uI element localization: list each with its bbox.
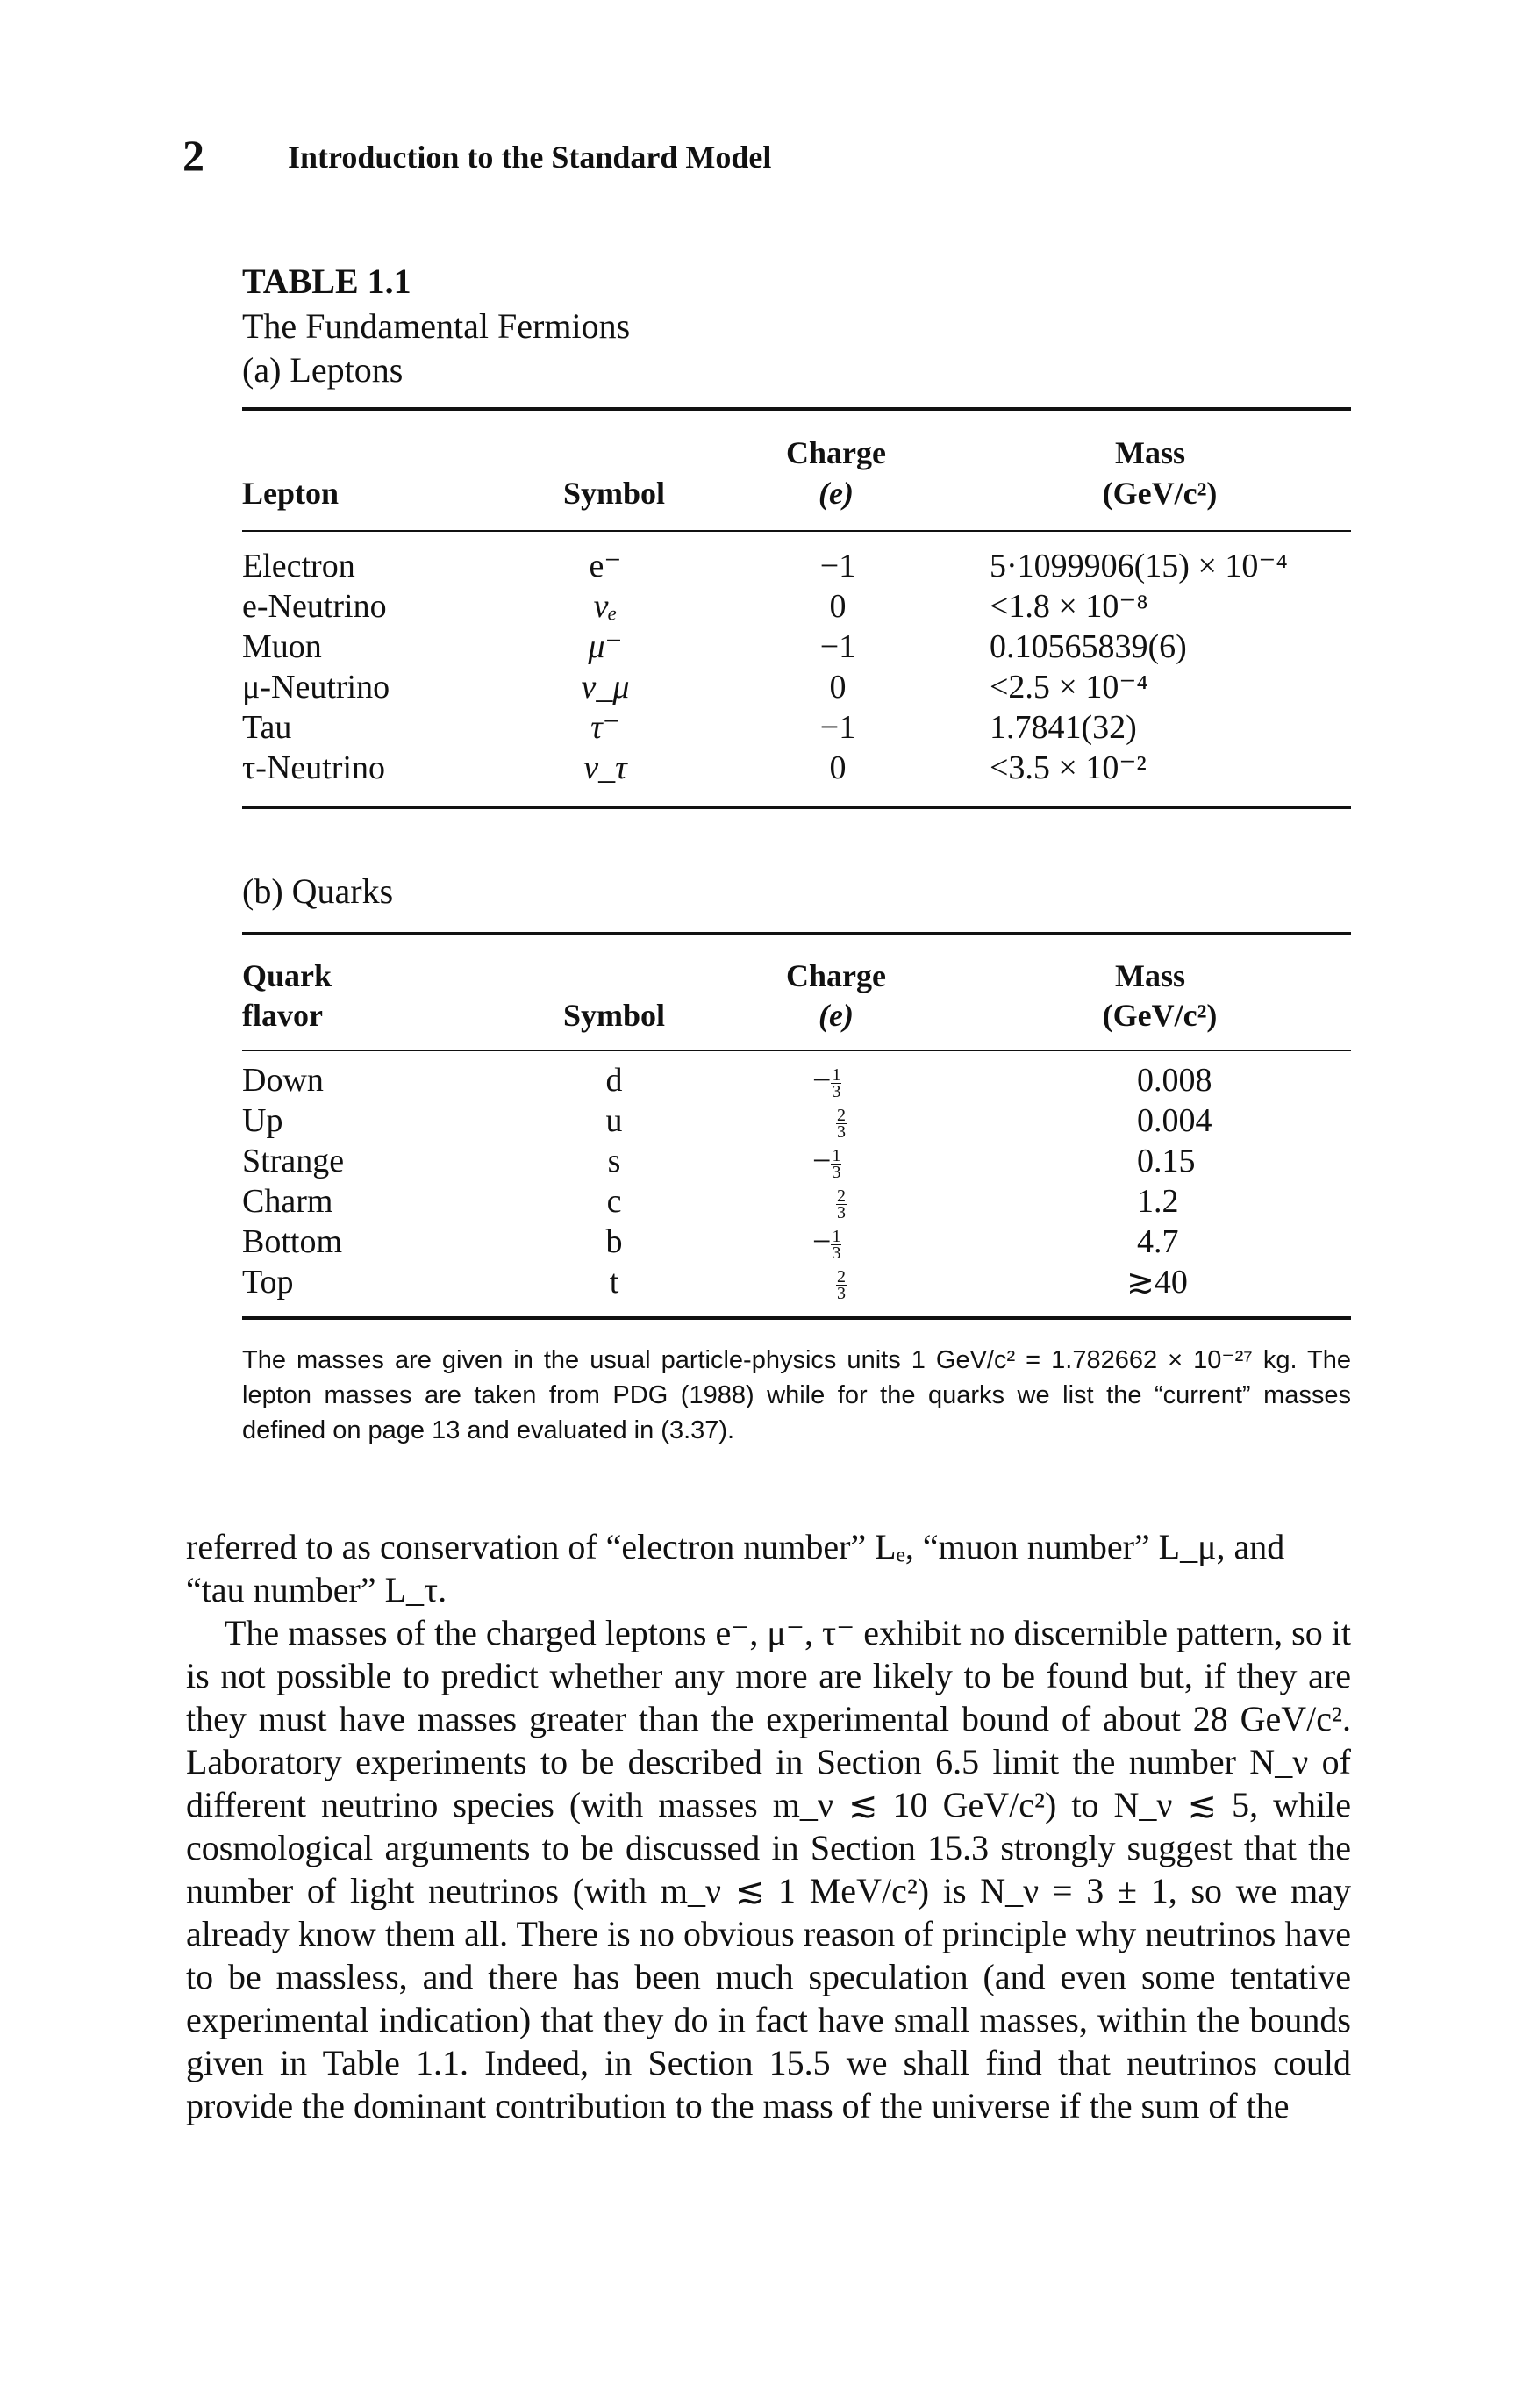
lepton-name: τ-Neutrino	[242, 749, 386, 786]
table-footnote: The masses are given in the usual particle-physics units 1 GeV/c² = 1.782662 × 10⁻²⁷ kg. The lepton masses are taken from PDG (1988) while for the quarks we list the “current” masses defined on page 13 and evaluated in (3.37).	[242, 1346, 1351, 1444]
quark-charge: − $\frac{1}{3}$	[812, 1223, 841, 1263]
quark-name: Strange	[242, 1143, 345, 1179]
header-flavor: flavor	[242, 998, 323, 1033]
table-part-a-title: (a) Leptons	[242, 350, 404, 390]
header-mass-unit: (GeV/c²)	[1102, 476, 1218, 511]
lepton-mass: <1.8 × 10⁻⁸	[990, 588, 1148, 625]
lepton-name: Muon	[242, 628, 322, 665]
lepton-charge: −1	[819, 548, 856, 584]
quark-mass: 4.7	[1137, 1223, 1179, 1260]
lepton-symbol: νₑ	[593, 588, 618, 625]
quark-symbol: s	[607, 1143, 621, 1179]
rule-header	[242, 1050, 1351, 1051]
lepton-mass: 5·1099906(15) × 10⁻⁴	[990, 548, 1288, 584]
header-charge-unit: (e)	[819, 998, 854, 1033]
quark-mass: 1.2	[1137, 1183, 1179, 1220]
table-caption: The Fundamental Fermions	[242, 306, 631, 346]
lepton-charge: 0	[829, 749, 847, 786]
lepton-name: Electron	[242, 548, 355, 584]
lepton-symbol: μ⁻	[588, 628, 623, 665]
body-text	[186, 1525, 1351, 2127]
lepton-mass: <3.5 × 10⁻²	[990, 749, 1147, 786]
header-mass: Mass	[1115, 958, 1185, 993]
header-mass: Mass	[1115, 435, 1185, 470]
lepton-name: Tau	[242, 709, 292, 746]
quark-symbol: b	[605, 1223, 623, 1260]
quark-name: Charm	[242, 1183, 333, 1220]
header-quark: Quark	[242, 958, 332, 993]
quark-mass: 0.008	[1137, 1062, 1212, 1099]
lepton-mass: 1.7841(32)	[990, 709, 1137, 746]
lepton-charge: −1	[819, 709, 856, 746]
page-number: 2	[182, 131, 204, 180]
running-head	[182, 130, 771, 181]
lepton-symbol: e⁻	[589, 548, 622, 584]
quark-charge: $\frac{2}{3}$	[837, 1105, 846, 1142]
paragraph: The masses of the charged leptons e⁻, μ⁻, τ⁻ exhibit no discernible pattern, so it is not possible to predict whether any more are likely to be found but, if they are they must have masses greater than the experimental bound of about 28 GeV/c². Laboratory experiments to be described in Section 6.5 limit the number N_ν of different neutrino species (with masses m_ν ≲ 10 GeV/c²) to N_ν ≲ 5, while cosmological arguments to be discussed in Section 15.3 strongly suggest that the number of light neutrinos (with m_ν ≲ 1 MeV/c²) is N_ν = 3 ± 1, so we may already know them all. There is no obvious reason of principle why neutrinos have to be massless, and there has been much speculation (and even some tentative experimental indication) that they do in fact have small masses, within the bounds given in Table 1.1. Indeed, in Section 15.5 we shall find that neutrinos could provide the dominant contribution to the mass of the universe if the sum of the	[186, 1613, 1351, 2125]
lepton-charge: 0	[829, 669, 847, 706]
quark-name: Down	[242, 1062, 324, 1099]
rule-bottom	[242, 1316, 1351, 1320]
quark-charge: − $\frac{1}{3}$	[812, 1143, 841, 1182]
quark-name: Bottom	[242, 1223, 343, 1260]
quark-symbol: u	[605, 1102, 623, 1139]
header-mass-unit: (GeV/c²)	[1102, 998, 1218, 1033]
quark-symbol: d	[605, 1062, 623, 1099]
lepton-name: μ-Neutrino	[242, 669, 390, 706]
header-lepton: Lepton	[242, 476, 340, 511]
header-charge: Charge	[786, 958, 886, 993]
lepton-symbol: ν_μ	[581, 669, 630, 706]
quark-charge: $\frac{2}{3}$	[837, 1186, 846, 1222]
header-symbol: Symbol	[562, 476, 666, 511]
quark-name: Up	[242, 1102, 283, 1139]
lepton-charge: 0	[829, 588, 847, 625]
lepton-symbol: τ⁻	[590, 709, 620, 746]
paragraph: referred to as conservation of “electron number” Lₑ, “muon number” L_μ, and “tau number” L_τ.	[186, 1527, 1285, 1609]
running-head-title: Introduction to the Standard Model	[288, 140, 772, 175]
quark-charge: − $\frac{1}{3}$	[812, 1062, 841, 1101]
lepton-name: e-Neutrino	[242, 588, 387, 625]
rule-bottom	[242, 806, 1351, 809]
rule-top	[242, 407, 1351, 411]
table-part-b-title: (b) Quarks	[242, 871, 394, 911]
rule-top	[242, 932, 1351, 935]
lepton-mass: <2.5 × 10⁻⁴	[990, 669, 1148, 706]
table-label: TABLE 1.1	[242, 262, 411, 301]
header-charge: Charge	[786, 435, 886, 470]
lepton-charge: −1	[819, 628, 856, 665]
quark-mass: 0.15	[1137, 1143, 1196, 1179]
header-symbol: Symbol	[562, 998, 666, 1033]
quark-mass: 0.004	[1137, 1102, 1212, 1139]
lepton-mass: 0.10565839(6)	[990, 628, 1187, 665]
quark-charge: $\frac{2}{3}$	[837, 1266, 846, 1303]
quark-name: Top	[242, 1264, 294, 1301]
lepton-symbol: ν_τ	[583, 749, 627, 786]
quark-symbol: t	[609, 1264, 619, 1301]
header-charge-unit: (e)	[819, 476, 854, 511]
quark-mass: ≳40	[1126, 1264, 1188, 1301]
rule-header	[242, 530, 1351, 532]
quark-symbol: c	[606, 1183, 622, 1220]
